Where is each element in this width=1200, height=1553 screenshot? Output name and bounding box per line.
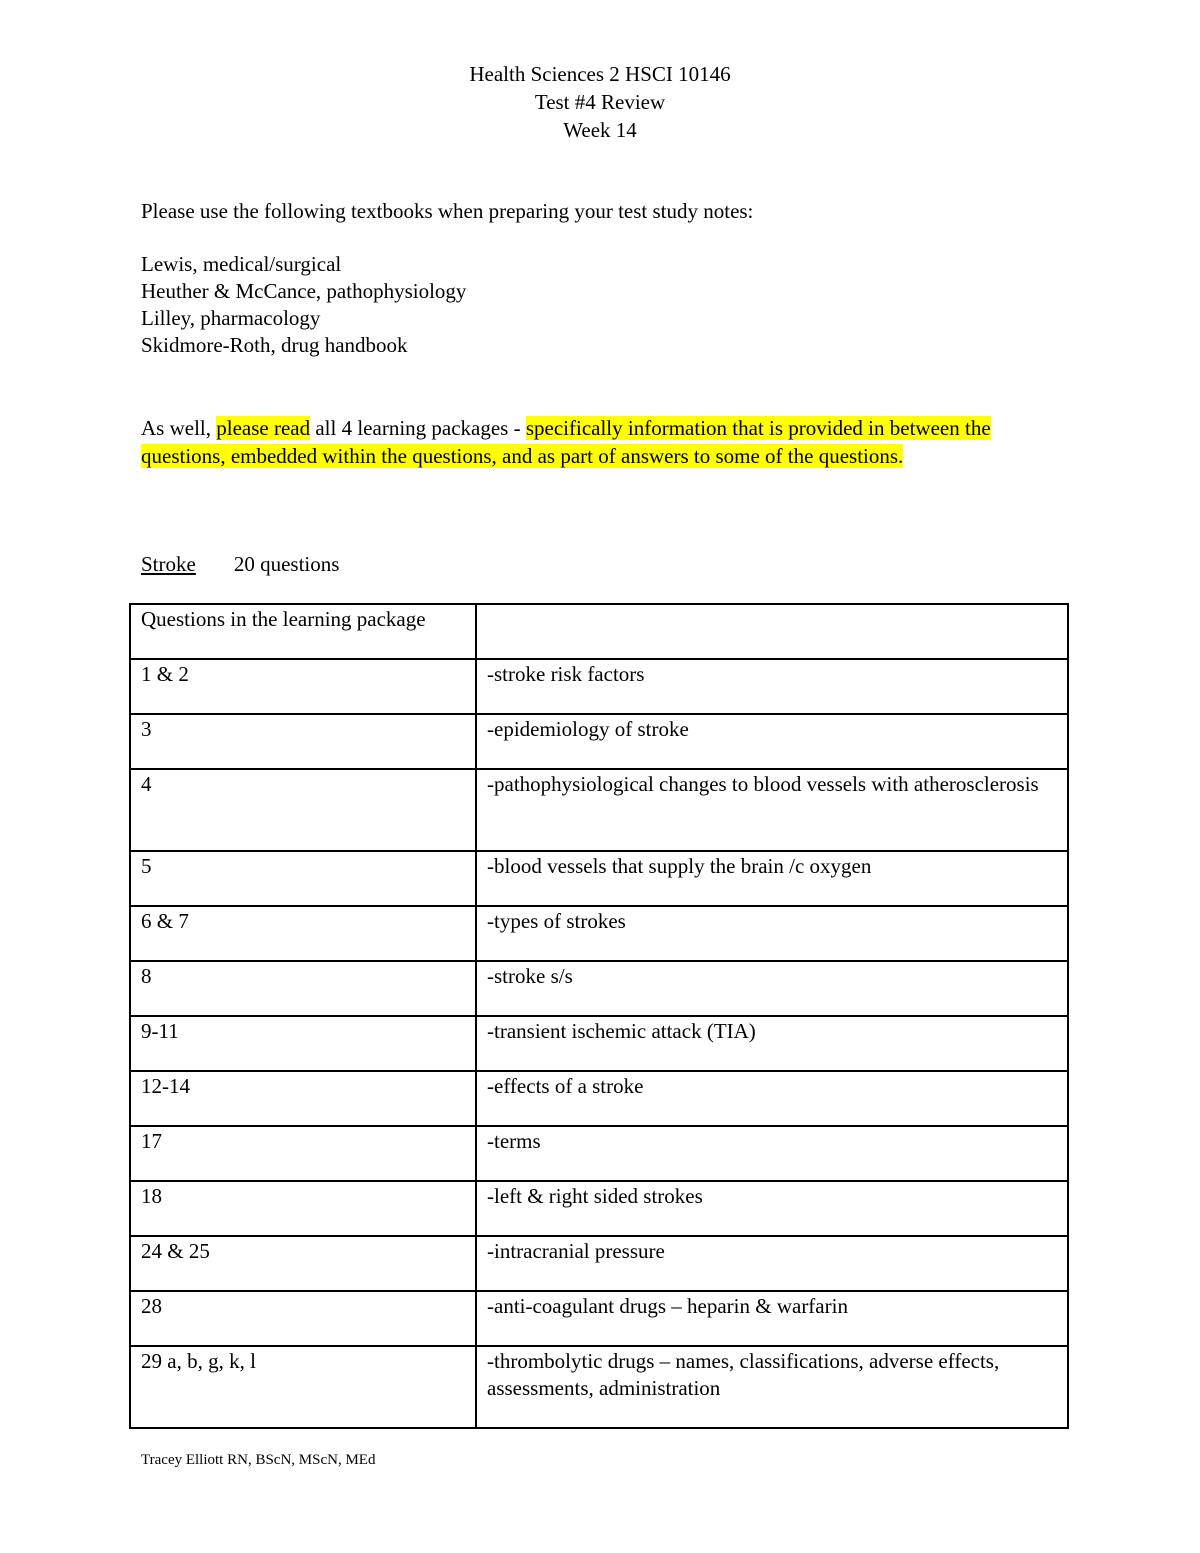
topic-cell: -thrombolytic drugs – names, classifications, adverse effects, assessments, administration bbox=[476, 1346, 1068, 1428]
question-cell: 18 bbox=[130, 1181, 476, 1236]
intro-text: Please use the following textbooks when preparing your test study notes: bbox=[141, 199, 754, 223]
question-cell: 3 bbox=[130, 714, 476, 769]
table-row bbox=[130, 961, 1068, 1016]
table-row bbox=[130, 1291, 1068, 1346]
question-cell: 28 bbox=[130, 1291, 476, 1346]
table-row bbox=[130, 1346, 1068, 1428]
topic-cell: -pathophysiological changes to blood vessels with atherosclerosis bbox=[476, 769, 1068, 851]
topic-cell: -blood vessels that supply the brain /c oxygen bbox=[476, 851, 1068, 906]
table-row bbox=[130, 1181, 1068, 1236]
section-name: Stroke bbox=[141, 552, 196, 576]
section-heading bbox=[141, 550, 339, 578]
course-title: Health Sciences 2 HSCI 10146 bbox=[469, 62, 731, 86]
table-row bbox=[130, 1071, 1068, 1126]
test-title: Test #4 Review bbox=[534, 90, 666, 114]
textbook-item: Lewis, medical/surgical bbox=[141, 252, 342, 276]
document-header bbox=[0, 60, 1200, 144]
question-count: 20 questions bbox=[233, 552, 340, 576]
question-cell: 1 & 2 bbox=[130, 659, 476, 714]
question-cell: 6 & 7 bbox=[130, 906, 476, 961]
topic-cell: -left & right sided strokes bbox=[476, 1181, 1068, 1236]
author-footer: Tracey Elliott RN, BScN, MScN, MEd bbox=[141, 1452, 376, 1468]
question-cell: 29 a, b, g, k, l bbox=[130, 1346, 476, 1428]
question-cell: 24 & 25 bbox=[130, 1236, 476, 1291]
topic-cell: -stroke risk factors bbox=[476, 659, 1068, 714]
question-cell: 17 bbox=[130, 1126, 476, 1181]
table-header-cell bbox=[476, 604, 1068, 659]
reading-text: As well, bbox=[141, 416, 217, 440]
question-cell: 12-14 bbox=[130, 1071, 476, 1126]
textbook-item: Skidmore-Roth, drug handbook bbox=[141, 333, 408, 357]
topic-cell: -epidemiology of stroke bbox=[476, 714, 1068, 769]
table-row bbox=[130, 1126, 1068, 1181]
table-header-row bbox=[130, 604, 1068, 659]
table-row bbox=[130, 659, 1068, 714]
table-header-cell: Questions in the learning package bbox=[130, 604, 476, 659]
table-row bbox=[130, 1236, 1068, 1291]
table-row bbox=[130, 851, 1068, 906]
question-cell: 4 bbox=[130, 769, 476, 851]
topic-cell: -intracranial pressure bbox=[476, 1236, 1068, 1291]
topic-cell: -transient ischemic attack (TIA) bbox=[476, 1016, 1068, 1071]
table-row bbox=[130, 714, 1068, 769]
topic-cell: -types of strokes bbox=[476, 906, 1068, 961]
textbook-list bbox=[141, 251, 466, 359]
reading-instructions bbox=[141, 414, 1071, 470]
highlighted-text: specifically information that is provided in between the questions, embedded within the questions, and as part of answers to some of the questions. bbox=[141, 416, 991, 468]
review-table bbox=[129, 603, 1069, 1429]
textbook-item: Heuther & McCance, pathophysiology bbox=[141, 279, 467, 303]
question-cell: 9-11 bbox=[130, 1016, 476, 1071]
topic-cell: -effects of a stroke bbox=[476, 1071, 1068, 1126]
question-cell: 5 bbox=[130, 851, 476, 906]
reading-text: all 4 learning packages - bbox=[310, 416, 526, 440]
table-row bbox=[130, 1016, 1068, 1071]
textbook-item: Lilley, pharmacology bbox=[141, 306, 321, 330]
highlighted-text: please read bbox=[216, 416, 311, 440]
topic-cell: -anti-coagulant drugs – heparin & warfarin bbox=[476, 1291, 1068, 1346]
table-row bbox=[130, 769, 1068, 851]
topic-cell: -terms bbox=[476, 1126, 1068, 1181]
question-cell: 8 bbox=[130, 961, 476, 1016]
table-row bbox=[130, 906, 1068, 961]
week-label: Week 14 bbox=[563, 118, 637, 142]
topic-cell: -stroke s/s bbox=[476, 961, 1068, 1016]
